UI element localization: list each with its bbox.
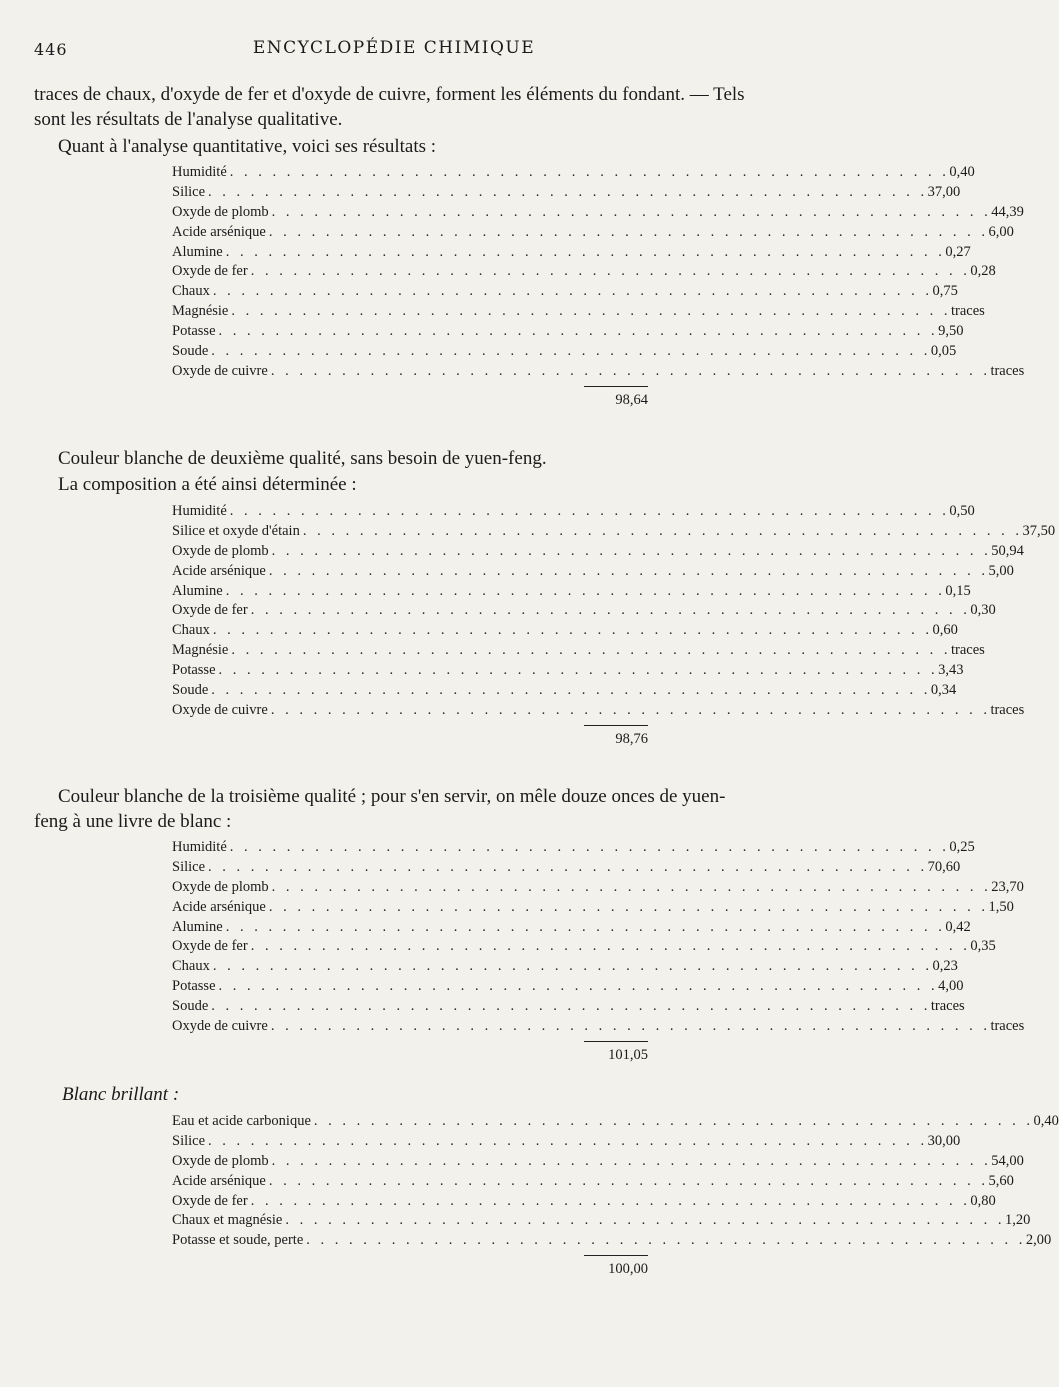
table-row: [172, 542, 1024, 562]
dot-leader: . . . . . . . . . . . . . . . . . . . . . . . . . . . . . . . . . . . . . . . . . . . . . . . . . . .: [250, 1192, 971, 1209]
row-value: 0,42: [945, 918, 971, 935]
paragraph-5: Couleur blanche de la troisième qualité ; pour s'en servir, on mêle douze onces de yuen-feng à une livre de blanc :: [34, 786, 726, 832]
total-rule: [584, 1255, 648, 1256]
row-label: Alumine: [172, 582, 223, 599]
dot-leader: . . . . . . . . . . . . . . . . . . . . . . . . . . . . . . . . . . . . . . . . . . . . . . . . . . .: [212, 283, 933, 300]
row-label: Oxyde de cuivre: [172, 362, 268, 379]
table-row: [172, 957, 958, 977]
table-row: [172, 1231, 1052, 1251]
row-label: Potasse: [172, 323, 216, 340]
paragraph-2: Quant à l'analyse quantitative, voici ses résultats :: [58, 136, 437, 157]
table-row: [172, 601, 996, 621]
row-value: traces: [990, 362, 1025, 379]
table-row: [172, 262, 996, 282]
row-value: 70,60: [927, 858, 961, 875]
table-row: [172, 582, 971, 602]
paragraph-4: La composition a été ainsi déterminée :: [58, 474, 357, 495]
row-value: 0,34: [930, 682, 957, 699]
table-row: [172, 1132, 961, 1152]
row-label: Eau et acide carbonique: [172, 1113, 311, 1129]
row-value: 0,60: [932, 622, 958, 639]
total-rule: [584, 386, 648, 387]
row-label: Acide arsénique: [172, 1172, 266, 1189]
row-label: Alumine: [172, 243, 223, 260]
row-label: Oxyde de fer: [172, 938, 248, 955]
dot-leader: . . . . . . . . . . . . . . . . . . . . . . . . . . . . . . . . . . . . . . . . . . . . . . . . . . .: [229, 839, 950, 855]
row-label: Alumine: [172, 918, 223, 935]
dot-leader: . . . . . . . . . . . . . . . . . . . . . . . . . . . . . . . . . . . . . . . . . . . . . . . . . . .: [250, 602, 971, 619]
row-value: traces: [951, 642, 985, 659]
row-label: Oxyde de plomb: [172, 878, 269, 895]
dot-leader: . . . . . . . . . . . . . . . . . . . . . . . . . . . . . . . . . . . . . . . . . . . . . . . . . . .: [218, 323, 939, 340]
paragraph-1: traces de chaux, d'oxyde de fer et d'oxyde de cuivre, forment les éléments du fondant. — Tels sont les résultats de l'analyse qualitative.: [34, 84, 745, 130]
row-value: 37,50: [1022, 522, 1056, 539]
row-value: 50,94: [991, 542, 1024, 559]
row-label: Potasse: [172, 978, 216, 995]
dot-leader: . . . . . . . . . . . . . . . . . . . . . . . . . . . . . . . . . . . . . . . . . . . . . . . . . . .: [270, 1018, 991, 1035]
row-value: 5,60: [988, 1172, 1014, 1189]
table-row: [172, 641, 985, 661]
page-number: 446: [34, 40, 68, 59]
table-row: [172, 362, 1025, 382]
dot-leader: . . . . . . . . . . . . . . . . . . . . . . . . . . . . . . . . . . . . . . . . . . . . . . . . . . .: [302, 522, 1023, 539]
table-row: [172, 322, 964, 342]
table-row: [172, 1152, 1024, 1172]
table-total: 98,64: [615, 391, 648, 408]
row-value: 0,80: [970, 1192, 996, 1209]
table-row: [172, 183, 961, 203]
dot-leader: . . . . . . . . . . . . . . . . . . . . . . . . . . . . . . . . . . . . . . . . . . . . . . . . . . .: [268, 1172, 989, 1189]
composition-table-3: [172, 838, 1025, 1065]
row-label: Oxyde de fer: [172, 1192, 248, 1209]
dot-leader: . . . . . . . . . . . . . . . . . . . . . . . . . . . . . . . . . . . . . . . . . . . . . . . . . . .: [229, 503, 950, 519]
row-value: 37,00: [927, 183, 961, 200]
dot-leader: . . . . . . . . . . . . . . . . . . . . . . . . . . . . . . . . . . . . . . . . . . . . . . . . . . .: [268, 562, 989, 579]
row-value: traces: [990, 1018, 1025, 1035]
dot-leader: . . . . . . . . . . . . . . . . . . . . . . . . . . . . . . . . . . . . . . . . . . . . . . . . . . .: [271, 542, 992, 559]
row-label: Oxyde de plomb: [172, 542, 269, 559]
row-value: 9,50: [938, 323, 964, 340]
dot-leader: . . . . . . . . . . . . . . . . . . . . . . . . . . . . . . . . . . . . . . . . . . . . . . . . . . .: [211, 998, 931, 1015]
table-row: [172, 937, 996, 957]
row-value: 4,00: [938, 978, 964, 995]
table-row: [172, 203, 1024, 223]
row-label: Acide arsénique: [172, 562, 266, 579]
dot-leader: . . . . . . . . . . . . . . . . . . . . . . . . . . . . . . . . . . . . . . . . . . . . . . . . . . .: [250, 263, 971, 280]
table-row: [172, 621, 958, 641]
row-label: Oxyde de fer: [172, 263, 248, 280]
row-label: Potasse et soude, perte: [172, 1232, 304, 1249]
running-title: ENCYCLOPÉDIE CHIMIQUE: [252, 38, 536, 58]
table-row: [172, 838, 975, 858]
row-label: Oxyde de cuivre: [172, 701, 268, 718]
dot-leader: . . . . . . . . . . . . . . . . . . . . . . . . . . . . . . . . . . . . . . . . . . . . . . . . . . .: [218, 978, 939, 995]
dot-leader: . . . . . . . . . . . . . . . . . . . . . . . . . . . . . . . . . . . . . . . . . . . . . . . . . . .: [225, 243, 946, 260]
dot-leader: . . . . . . . . . . . . . . . . . . . . . . . . . . . . . . . . . . . . . . . . . . . . . . . . . . .: [208, 858, 928, 875]
row-value: 1,50: [988, 898, 1014, 915]
row-value: 0,50: [949, 503, 975, 519]
row-label: Oxyde de plomb: [172, 203, 269, 220]
row-label: Chaux: [172, 622, 210, 639]
paragraph-3: Couleur blanche de deuxième qualité, sans besoin de yuen-feng.: [58, 448, 547, 469]
row-value: traces: [951, 303, 985, 320]
row-label: Acide arsénique: [172, 223, 266, 240]
table-row: [172, 243, 971, 263]
dot-leader: . . . . . . . . . . . . . . . . . . . . . . . . . . . . . . . . . . . . . . . . . . . . . . . . . . .: [231, 303, 951, 320]
row-value: 0,28: [970, 263, 996, 280]
table-row: [172, 997, 965, 1017]
table-total: 101,05: [608, 1046, 648, 1063]
dot-leader: . . . . . . . . . . . . . . . . . . . . . . . . . . . . . . . . . . . . . . . . . . . . . . . . . . .: [268, 223, 989, 240]
dot-leader: . . . . . . . . . . . . . . . . . . . . . . . . . . . . . . . . . . . . . . . . . . . . . . . . . . .: [225, 582, 946, 599]
table-total: 98,76: [615, 730, 648, 747]
row-label: Potasse: [172, 662, 216, 679]
table-row: [172, 1211, 1031, 1231]
row-value: 6,00: [988, 223, 1014, 240]
row-value: 23,70: [991, 878, 1024, 895]
dot-leader: . . . . . . . . . . . . . . . . . . . . . . . . . . . . . . . . . . . . . . . . . . . . . . . . . . .: [271, 878, 992, 895]
row-value: traces: [990, 701, 1025, 718]
row-label: Silice: [172, 858, 206, 875]
dot-leader: . . . . . . . . . . . . . . . . . . . . . . . . . . . . . . . . . . . . . . . . . . . . . . . . . . .: [211, 343, 931, 360]
row-label: Magnésie: [172, 642, 229, 659]
row-label: Oxyde de fer: [172, 602, 248, 619]
composition-table-4: [172, 1112, 1059, 1279]
table-row: [172, 1192, 996, 1212]
table-row: [172, 223, 1014, 243]
row-value: 0,75: [932, 283, 958, 300]
row-value: 0,35: [970, 938, 996, 955]
table-row: [172, 661, 964, 681]
row-value: 0,27: [945, 243, 971, 260]
dot-leader: . . . . . . . . . . . . . . . . . . . . . . . . . . . . . . . . . . . . . . . . . . . . . . . . . . .: [270, 701, 991, 718]
total-rule: [584, 725, 648, 726]
table-row: [172, 342, 957, 362]
row-value: 0,25: [949, 839, 975, 855]
table-row: [172, 282, 958, 302]
row-value: 0,15: [945, 582, 971, 599]
table-row: [172, 898, 1014, 918]
row-label: Silice: [172, 183, 206, 200]
table-row: [172, 302, 985, 322]
dot-leader: . . . . . . . . . . . . . . . . . . . . . . . . . . . . . . . . . . . . . . . . . . . . . . . . . . .: [268, 898, 989, 915]
row-label: Oxyde de cuivre: [172, 1018, 268, 1035]
table-row: [172, 1172, 1014, 1192]
dot-leader: . . . . . . . . . . . . . . . . . . . . . . . . . . . . . . . . . . . . . . . . . . . . . . . . . . .: [250, 938, 971, 955]
composition-table-2: [172, 502, 1056, 749]
row-label: Humidité: [172, 164, 227, 180]
row-label: Soude: [172, 343, 209, 360]
table-row: [172, 502, 975, 522]
dot-leader: . . . . . . . . . . . . . . . . . . . . . . . . . . . . . . . . . . . . . . . . . . . . . . . . . . .: [285, 1212, 1005, 1229]
dot-leader: . . . . . . . . . . . . . . . . . . . . . . . . . . . . . . . . . . . . . . . . . . . . . . . . . . .: [270, 362, 991, 379]
table-row: [172, 681, 957, 701]
row-value: 1,20: [1004, 1212, 1031, 1229]
row-label: Acide arsénique: [172, 898, 266, 915]
row-value: 2,00: [1025, 1232, 1052, 1249]
row-label: Silice: [172, 1132, 206, 1149]
row-label: Oxyde de plomb: [172, 1152, 269, 1169]
dot-leader: . . . . . . . . . . . . . . . . . . . . . . . . . . . . . . . . . . . . . . . . . . . . . . . . . . .: [212, 622, 933, 639]
row-label: Chaux: [172, 958, 210, 975]
table-row: [172, 522, 1056, 542]
table-row: [172, 701, 1025, 721]
row-label: Humidité: [172, 503, 227, 519]
row-label: Humidité: [172, 839, 227, 855]
dot-leader: . . . . . . . . . . . . . . . . . . . . . . . . . . . . . . . . . . . . . . . . . . . . . . . . . . .: [306, 1232, 1026, 1249]
row-value: 5,00: [988, 562, 1014, 579]
row-value: 54,00: [991, 1152, 1024, 1169]
row-value: 3,43: [938, 662, 964, 679]
dot-leader: . . . . . . . . . . . . . . . . . . . . . . . . . . . . . . . . . . . . . . . . . . . . . . . . . . .: [271, 203, 992, 220]
row-label: Soude: [172, 682, 209, 699]
dot-leader: . . . . . . . . . . . . . . . . . . . . . . . . . . . . . . . . . . . . . . . . . . . . . . . . . . .: [211, 682, 931, 699]
row-value: 0,40: [1033, 1113, 1059, 1129]
dot-leader: . . . . . . . . . . . . . . . . . . . . . . . . . . . . . . . . . . . . . . . . . . . . . . . . . . .: [212, 958, 933, 975]
table-row: [172, 163, 975, 183]
row-value: 0,23: [932, 958, 958, 975]
dot-leader: . . . . . . . . . . . . . . . . . . . . . . . . . . . . . . . . . . . . . . . . . . . . . . . . . . .: [231, 642, 951, 659]
subheading-blanc-brillant: Blanc brillant :: [62, 1084, 180, 1105]
row-label: Chaux: [172, 283, 210, 300]
row-value: 44,39: [991, 203, 1024, 220]
row-label: Soude: [172, 998, 209, 1015]
dot-leader: . . . . . . . . . . . . . . . . . . . . . . . . . . . . . . . . . . . . . . . . . . . . . . . . . . .: [208, 183, 928, 200]
row-value: 0,40: [949, 164, 975, 180]
row-value: 0,30: [970, 602, 996, 619]
table-row: [172, 858, 961, 878]
row-value: traces: [930, 998, 965, 1015]
table-total: 100,00: [608, 1261, 648, 1278]
row-label: Magnésie: [172, 303, 229, 320]
row-value: 0,05: [930, 343, 957, 360]
dot-leader: . . . . . . . . . . . . . . . . . . . . . . . . . . . . . . . . . . . . . . . . . . . . . . . . . . .: [218, 662, 939, 679]
table-row: [172, 918, 971, 938]
dot-leader: . . . . . . . . . . . . . . . . . . . . . . . . . . . . . . . . . . . . . . . . . . . . . . . . . . .: [225, 918, 946, 935]
row-label: Chaux et magnésie: [172, 1212, 283, 1229]
dot-leader: . . . . . . . . . . . . . . . . . . . . . . . . . . . . . . . . . . . . . . . . . . . . . . . . . . .: [229, 164, 950, 180]
dot-leader: . . . . . . . . . . . . . . . . . . . . . . . . . . . . . . . . . . . . . . . . . . . . . . . . . . .: [208, 1132, 928, 1149]
table-row: [172, 562, 1014, 582]
composition-table-1: [172, 163, 1025, 410]
page-header: [34, 38, 754, 64]
table-row: [172, 1017, 1025, 1037]
row-label: Silice et oxyde d'étain: [172, 522, 300, 539]
dot-leader: . . . . . . . . . . . . . . . . . . . . . . . . . . . . . . . . . . . . . . . . . . . . . . . . . . .: [313, 1113, 1034, 1129]
row-value: 30,00: [927, 1132, 961, 1149]
total-rule: [584, 1041, 648, 1042]
table-row: [172, 878, 1024, 898]
table-row: [172, 977, 964, 997]
dot-leader: . . . . . . . . . . . . . . . . . . . . . . . . . . . . . . . . . . . . . . . . . . . . . . . . . . .: [271, 1152, 992, 1169]
table-row: [172, 1112, 1059, 1132]
